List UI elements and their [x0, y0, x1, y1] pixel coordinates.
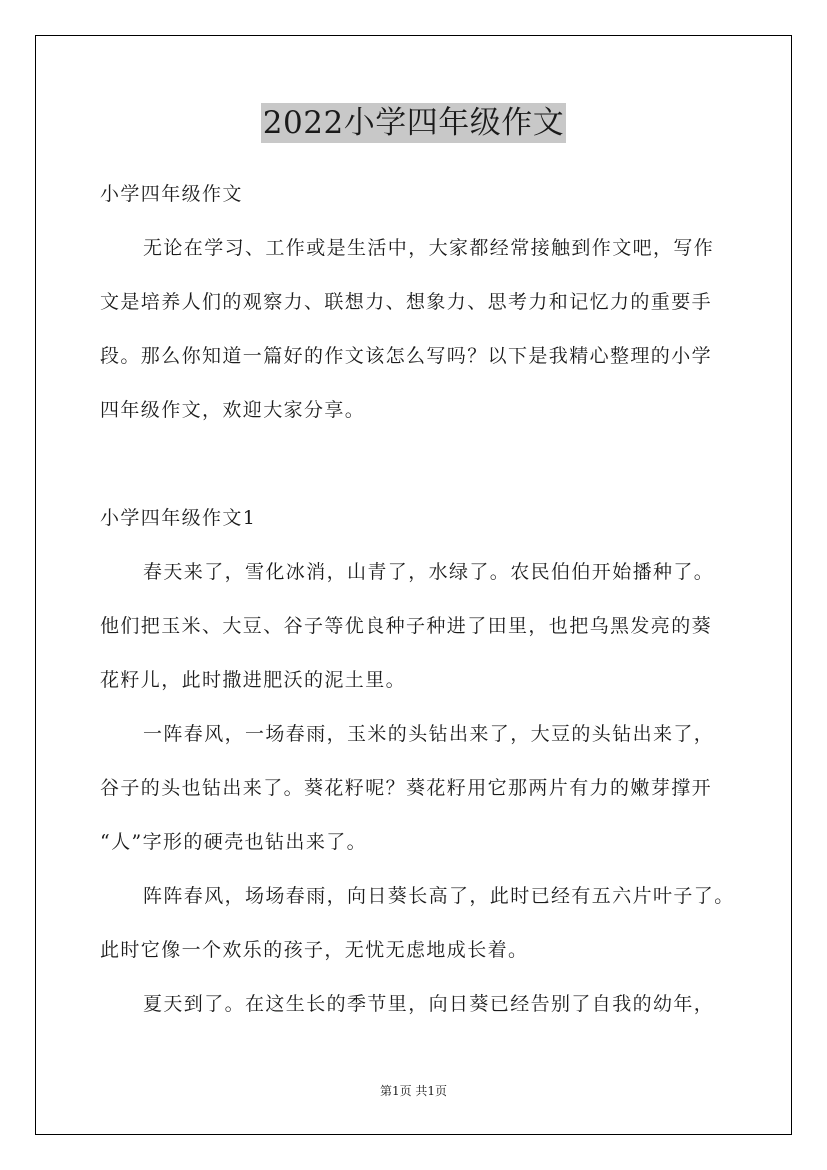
paragraph-1-line-1: 春天来了，雪化冰消，山青了，水绿了。农民伯伯开始播种了。	[143, 561, 715, 583]
paragraph-4-line-1: 夏天到了。在这生长的季节里，向日葵已经告别了自我的幼年，	[143, 993, 715, 1015]
page-footer: 第1页 共1页	[379, 1084, 448, 1098]
paragraph-1-line-3: 花籽儿，此时撒进肥沃的泥土里。	[100, 669, 407, 691]
paragraph-2-line-2: 谷子的头也钻出来了。葵花籽呢？葵花籽用它那两片有力的嫩芽撑开	[100, 777, 713, 799]
intro-line-1: 无论在学习、工作或是生活中，大家都经常接触到作文吧，写作	[143, 237, 715, 259]
document-title: 2022小学四年级作文	[262, 105, 565, 141]
intro-line-2: 文是培养人们的观察力、联想力、想象力、思考力和记忆力的重要手	[100, 291, 713, 313]
document-subtitle: 小学四年级作文	[100, 183, 243, 205]
paragraph-2-line-1: 一阵春风，一场春雨，玉米的头钻出来了，大豆的头钻出来了，	[143, 723, 715, 745]
document-title-wrap	[0, 103, 827, 143]
paragraph-3-line-1: 阵阵春风，场场春雨，向日葵长高了，此时已经有五六片叶子了。	[143, 885, 735, 907]
intro-line-4: 四年级作文，欢迎大家分享。	[100, 399, 366, 421]
paragraph-3-line-2: 此时它像一个欢乐的孩子，无忧无虑地成长着。	[100, 939, 529, 961]
intro-line-3: 段。那么你知道一篇好的作文该怎么写吗？以下是我精心整理的小学	[100, 345, 713, 367]
paragraph-1-line-2: 他们把玉米、大豆、谷子等优良种子种进了田里，也把乌黑发亮的葵	[100, 615, 713, 637]
section-heading: 小学四年级作文1	[100, 507, 257, 529]
paragraph-2-line-3: “人”字形的硬壳也钻出来了。	[100, 831, 368, 853]
